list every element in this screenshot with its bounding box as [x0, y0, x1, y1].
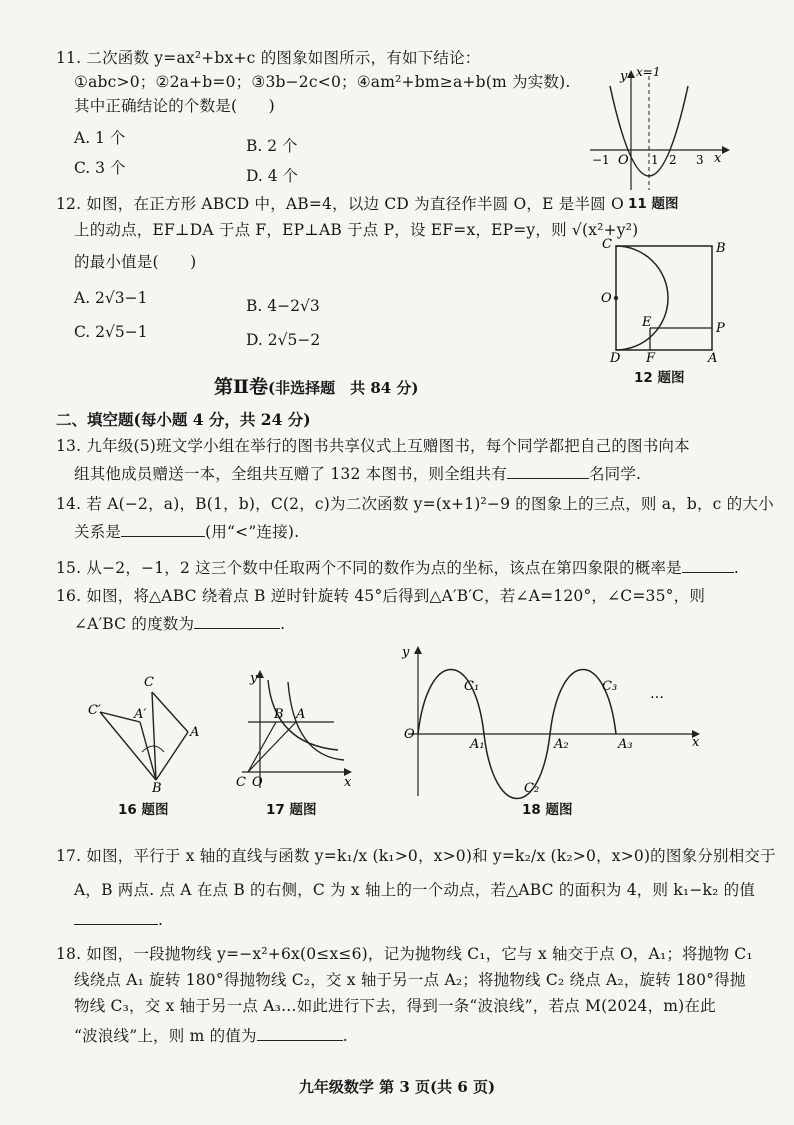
fig11-tick-3: 3 — [696, 153, 704, 167]
fig17-label-x: x — [344, 775, 352, 790]
fig18-label-c3: C₃ — [602, 679, 618, 694]
fig18-label-dots: … — [650, 686, 664, 702]
fig18-label-a1: A₁ — [470, 737, 485, 752]
q11-line3: 其中正确结论的个数是( ) — [74, 97, 275, 115]
q18-line3: 物线 C₃，交 x 轴于另一点 A₃…如此进行下去，得到一条“波浪线”，若点 M(2024，m)在此 — [74, 997, 716, 1015]
fig12-label-b: B — [716, 241, 726, 256]
q12-line2: 上的动点，EF⊥DA 于点 F，EP⊥AB 于点 P，设 EF=x，EP=y，则 √(x²+y²) — [74, 221, 639, 239]
fig18-label-o: O — [404, 727, 415, 742]
q12-option-a: A. 2√3−1 — [74, 289, 148, 307]
q18-answer-blank[interactable] — [257, 1024, 343, 1041]
fig12-caption: 12 题图 — [634, 370, 685, 386]
fig18-label-a3: A₃ — [618, 737, 633, 752]
part2-subtitle: (非选择题 共 84 分) — [268, 379, 419, 397]
q12-option-b: B. 4−2√3 — [246, 297, 320, 315]
q13-line1: 13. 九年级(5)班文学小组在举行的图书共享仪式上互赠图书，每个同学都把自己的图书向本 — [56, 437, 690, 455]
q18-line4a: “波浪线”上，则 m 的值为 — [74, 1027, 257, 1045]
q11-line1: 11. 二次函数 y=ax²+bx+c 的图象如图所示，有如下结论： — [56, 49, 481, 67]
fig18-label-a2: A₂ — [554, 737, 569, 752]
fig12-label-p: P — [716, 321, 725, 336]
q14-line1: 14. 若 A(−2，a)，B(1，b)，C(2，c)为二次函数 y=(x+1)²−9 的图象上的三点，则 a，b，c 的大小 — [56, 495, 774, 513]
figure-16-rotation — [84, 670, 204, 796]
fig18-caption: 18 题图 — [522, 802, 573, 818]
q11-option-b: B. 2 个 — [246, 137, 298, 155]
figure-18-wave — [396, 642, 706, 798]
q13-line2 — [74, 462, 641, 484]
fig17-label-a: A — [296, 707, 306, 722]
figure-11-parabola — [590, 66, 730, 190]
fig11-axis-x: x — [714, 151, 722, 166]
fig17-caption: 17 题图 — [266, 802, 317, 818]
fig11-origin: O — [618, 153, 629, 168]
q16-answer-blank[interactable] — [194, 612, 280, 629]
q17-line3b: . — [158, 911, 164, 929]
fig16-label-a: A — [190, 725, 200, 740]
q15-answer-blank[interactable] — [682, 556, 734, 573]
q11-option-a: A. 1 个 — [74, 129, 126, 147]
fig16-label-cp: C′ — [88, 703, 101, 718]
fig17-label-y: y — [250, 671, 258, 686]
q11-line2: ①abc>0；②2a+b=0；③3b−2c<0；④am²+bm≥a+b(m 为实数). — [74, 73, 571, 91]
q17-line2: A，B 两点. 点 A 在点 B 的右侧，C 为 x 轴上的一个动点，若△ABC 的面积为 4，则 k₁−k₂ 的值 — [74, 881, 756, 899]
fig11-tick-2: 2 — [669, 153, 677, 167]
fig12-label-e: E — [642, 315, 652, 330]
fig12-label-c: C — [602, 237, 612, 252]
fig18-label-c2: C₂ — [524, 781, 540, 796]
q14-line2b: (用“<”连接). — [205, 523, 300, 541]
fig12-label-d: D — [610, 351, 621, 366]
fig17-label-o: O — [252, 775, 263, 790]
fig11-axis-y: y — [620, 69, 628, 84]
fig11-tick-neg1: −1 — [592, 153, 610, 167]
q17-line1: 17. 如图，平行于 x 轴的直线与函数 y=k₁/x (k₁>0，x>0)和 y=k₂/x (k₂>0，x>0)的图象分别相交于 — [56, 847, 776, 865]
fig12-label-o: O — [601, 291, 612, 306]
fig18-label-x: x — [692, 735, 700, 750]
fig12-label-a: A — [708, 351, 718, 366]
fig16-label-b: B — [152, 781, 162, 796]
q13-answer-blank[interactable] — [507, 462, 589, 479]
q12-option-d: D. 2√5−2 — [246, 331, 321, 349]
part2-title — [214, 372, 419, 399]
q14-line2a: 关系是 — [74, 523, 122, 541]
q12-line3: 的最小值是( ) — [74, 253, 197, 271]
q17-answer-blank[interactable] — [74, 908, 158, 925]
fig18-label-c1: C₁ — [464, 679, 480, 694]
q13-line2b: 名同学. — [588, 465, 642, 483]
q18-line1: 18. 如图，一段抛物线 y=−x²+6x(0≤x≤6)，记为抛物线 C₁，它与 x 轴交于点 O，A₁；将抛物 C₁ — [56, 945, 753, 963]
q15-line1: 15. 从−2，−1，2 这三个数中任取两个不同的数作为点的坐标，该点在第四象限的概率是 . — [56, 556, 739, 578]
fig16-label-c: C — [144, 675, 154, 690]
fig11-tick-1: 1 — [651, 153, 659, 167]
figure-12-square — [600, 238, 730, 364]
q17-line3 — [74, 908, 163, 930]
q16-line2: ∠A′BC 的度数为 . — [74, 612, 285, 634]
page-footer: 九年级数学 第 3 页(共 6 页) — [298, 1078, 496, 1096]
q14-answer-blank[interactable] — [121, 520, 205, 537]
q18-line4b: . — [342, 1027, 348, 1045]
q12-line1: 12. 如图，在正方形 ABCD 中，AB=4，以边 CD 为直径作半圆 O，E 是半圆 O — [56, 195, 624, 213]
q15-text: 15. 从−2，−1，2 这三个数中任取两个不同的数作为点的坐标，该点在第四象限的概率是 — [56, 559, 682, 577]
fig16-label-ap: A′ — [134, 707, 147, 722]
fig11-caption: 11 题图 — [628, 196, 679, 212]
q14-line2 — [74, 520, 299, 542]
fig11-sym-label: x=1 — [636, 65, 661, 79]
fig16-caption: 16 题图 — [118, 802, 169, 818]
fill-heading: 二、填空题(每小题 4 分，共 24 分) — [56, 410, 311, 429]
q11-option-d: D. 4 个 — [246, 167, 299, 185]
fig17-label-c: C — [236, 775, 246, 790]
q18-line4 — [74, 1024, 348, 1046]
fig12-label-f: F — [646, 351, 656, 366]
q12-option-c: C. 2√5−1 — [74, 323, 148, 341]
part2-title-text: 第Ⅱ卷 — [214, 376, 269, 398]
q18-line2: 线绕点 A₁ 旋转 180°得抛物线 C₂，交 x 轴于另一点 A₂；将抛物线 C₂ 绕点 A₂，旋转 180°得抛 — [74, 971, 746, 989]
figure-17-hyperbolas — [228, 660, 352, 790]
q11-option-c: C. 3 个 — [74, 159, 126, 177]
q13-line2a: 组其他成员赠送一本，全组共互赠了 132 本图书，则全组共有 — [74, 465, 507, 483]
q16-line2a: ∠A′BC 的度数为 — [74, 615, 195, 633]
q16-line1: 16. 如图，将△ABC 绕着点 B 逆时针旋转 45°后得到△A′B′C，若∠A=120°，∠C=35°，则 — [56, 587, 706, 605]
fig17-label-b: B — [274, 707, 284, 722]
fig18-label-y: y — [402, 645, 410, 660]
